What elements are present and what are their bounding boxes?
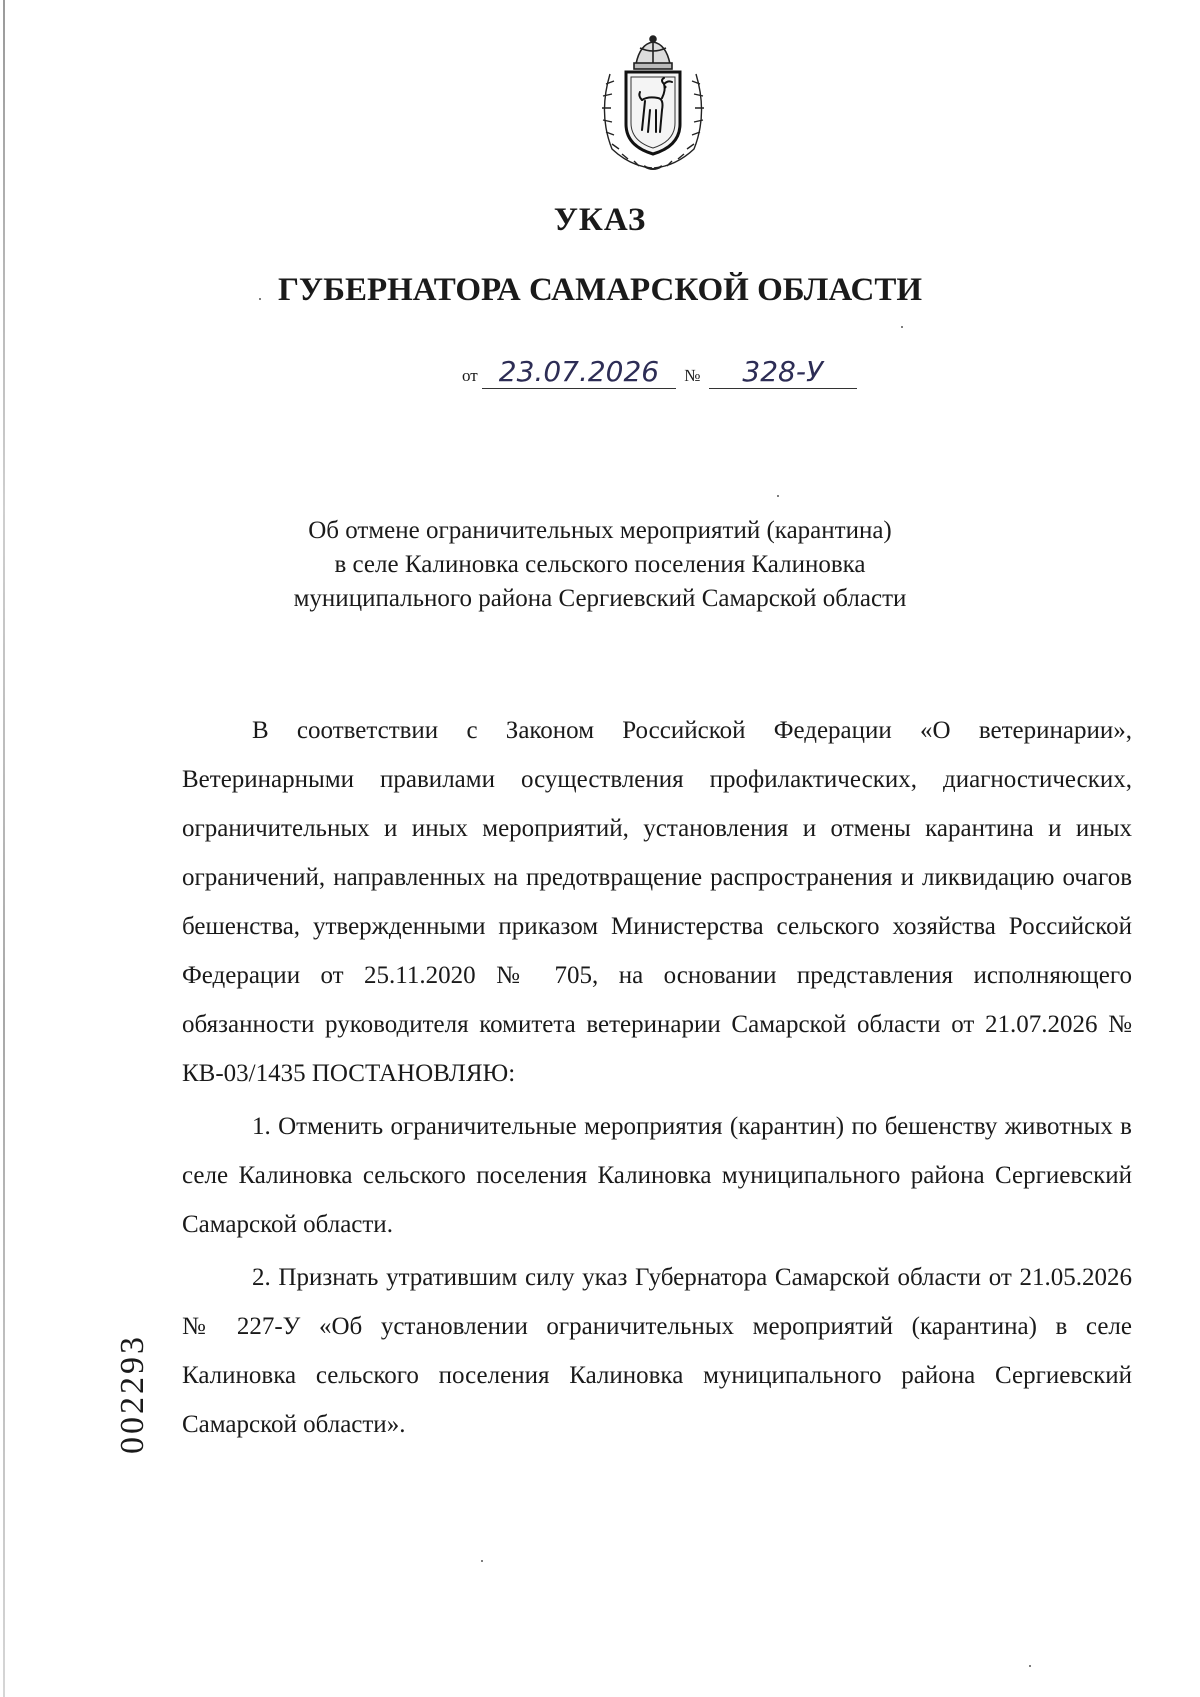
scan-speck: [481, 1560, 483, 1562]
subject-line: муниципального района Сергиевский Самарской области: [293, 585, 907, 612]
issuer-title: ГУБЕРНАТОРА САМАРСКОЙ ОБЛАСТИ: [277, 272, 923, 308]
scan-speck: [777, 495, 779, 497]
number-label: №: [684, 366, 701, 385]
subject-line: Об отмене ограничительных мероприятий (карантина): [308, 517, 892, 544]
handwritten-date: 23.07.2026: [482, 356, 676, 389]
decree-body: [182, 706, 1132, 1453]
preamble-paragraph: В соответствии с Законом Российской Федерации «О ветеринарии», Ветеринарными правилами осуществления профилактических, диагностических, ограничительных и иных мероприятий, установления и отмены карантина и иных ограничений, направленных на предотвращение распространения и ликвидацию очагов бешенства, утвержденными приказом Министерства сельского хозяйства Российской Федерации от 25.11.2020 № 705, на основании представления исполняющего обязанности руководителя комитета ветеринарии Самарской области от 21.07.2026 № КВ-03/1435 ПОСТАНОВЛЯЮ:: [182, 717, 1132, 1087]
decree-subject: [0, 514, 1200, 616]
scan-speck: [1029, 1665, 1031, 1667]
handwritten-number: 328-У: [709, 356, 857, 389]
page-title: УКАЗ: [553, 202, 647, 238]
date-number-line: [462, 356, 857, 389]
samara-coat-of-arms-icon: [590, 34, 716, 174]
scan-speck: [259, 298, 261, 300]
scan-edge-line: [3, 0, 5, 1697]
serial-number: 002293: [114, 1334, 151, 1454]
date-prefix: от: [462, 366, 478, 385]
subject-line: в селе Калиновка сельского поселения Калиновка: [334, 551, 866, 578]
clause-1-paragraph: 1. Отменить ограничительные мероприятия (карантин) по бешенству животных в селе Калиновка сельского поселения Калиновка муниципального района Сергиевский Самарской области.: [182, 1113, 1132, 1238]
scan-speck: [901, 326, 903, 328]
clause-2-paragraph: 2. Признать утратившим силу указ Губернатора Самарской области от 21.05.2026 № 227-У «Об установлении ограничительных мероприятий (карантина) в селе Калиновка сельского поселения Калиновка муниципального района Сергиевский Самарской области».: [182, 1264, 1132, 1438]
